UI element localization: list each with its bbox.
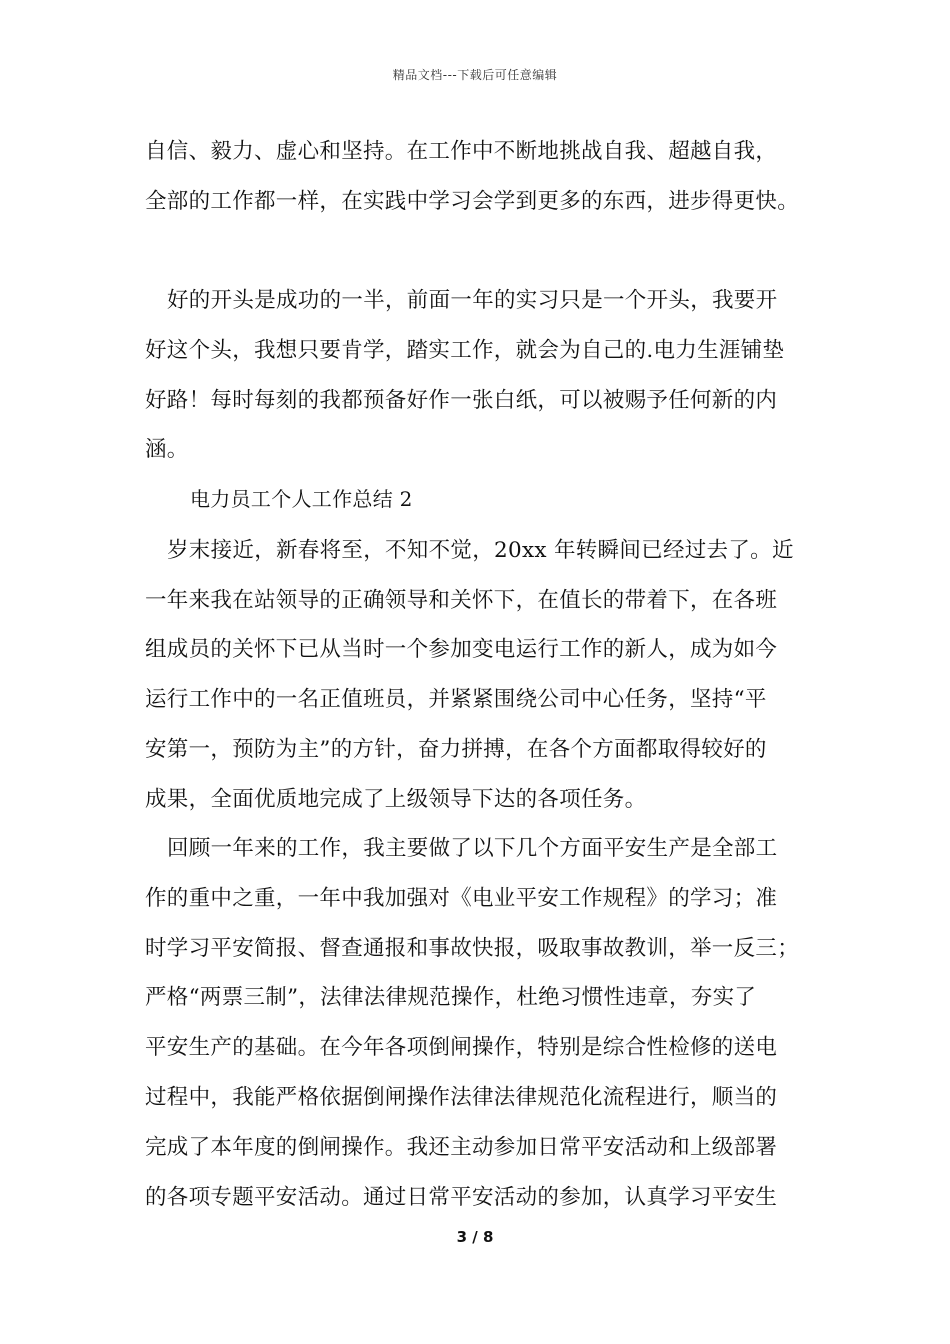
text-line: 全部的工作都一样，在实践中学习会学到更多的东西，进步得更快。 xyxy=(145,189,800,214)
text-line: 一年来我在站领导的正确领导和关怀下，在值长的带着下，在各班 xyxy=(145,588,778,613)
text-line: 好的开头是成功的一半，前面一年的实习只是一个开头，我要开 xyxy=(167,288,778,313)
text-line: 自信、毅力、虚心和坚持。在工作中不断地挑战自我、超越自我， xyxy=(145,139,778,164)
text-line: 好这个头，我想只要肯学，踏实工作，就会为自己的.电力生涯铺垫 xyxy=(145,338,785,363)
text-line: 涵。 xyxy=(145,437,189,462)
text-line: 回顾一年来的工作，我主要做了以下几个方面平安生产是全部工 xyxy=(167,836,778,861)
text-line: 组成员的关怀下已从当时一个参加变电运行工作的新人，成为如今 xyxy=(145,637,778,662)
text-line: 成果，全面优质地完成了上级领导下达的各项任务。 xyxy=(145,787,647,812)
section-heading: 电力员工个人工作总结 2 xyxy=(190,487,413,511)
text-line: 安第一，预防为主”的方针，奋力拼搏，在各个方面都取得较好的 xyxy=(145,737,767,762)
text-line: 运行工作中的一名正值班员，并紧紧围绕公司中心任务，坚持“平 xyxy=(145,687,767,712)
text-line: 时学习平安简报、督查通报和事故快报，吸取事故教训，举一反三； xyxy=(145,936,800,961)
page-number: 3 / 8 xyxy=(456,1228,494,1246)
text-line: 过程中，我能严格依据倒闸操作法律法律规范化流程进行，顺当的 xyxy=(145,1085,778,1110)
text-line: 作的重中之重，一年中我加强对《电业平安工作规程》的学习；准 xyxy=(145,886,778,911)
text-line: 的各项专题平安活动。通过日常平安活动的参加，认真学习平安生 xyxy=(145,1185,778,1210)
text-line: 完成了本年度的倒闸操作。我还主动参加日常平安活动和上级部署 xyxy=(145,1135,778,1160)
text-line: 岁末接近，新春将至，不知不觉，20xx 年转瞬间已经过去了。近 xyxy=(167,538,794,563)
text-line: 好路！每时每刻的我都预备好作一张白纸，可以被赐予任何新的内 xyxy=(145,388,778,413)
page-header: 精品文档---下载后可任意编辑 xyxy=(392,68,558,82)
text-line: 平安生产的基础。在今年各项倒闸操作，特别是综合性检修的送电 xyxy=(145,1035,778,1060)
text-line: 严格“两票三制”，法律法律规范操作，杜绝习惯性违章，夯实了 xyxy=(145,985,757,1010)
